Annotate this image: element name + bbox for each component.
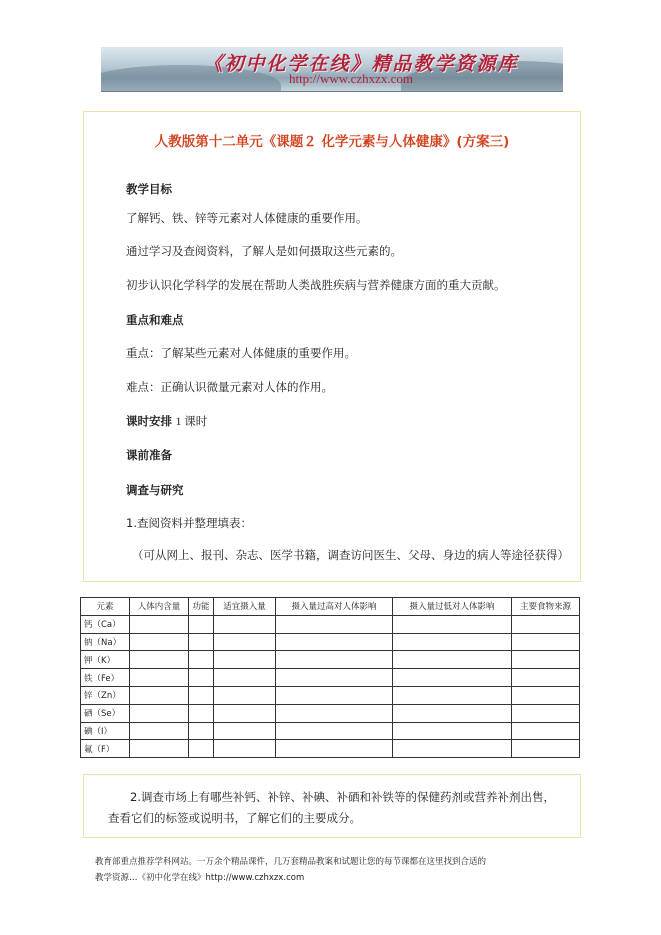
table-header-cell: 摄入量过高对人体影响 <box>276 598 393 616</box>
footer-line-2[interactable]: 教学资源…《初中化学在线》http://www.czhxzx.com <box>95 873 305 883</box>
banner-url[interactable]: http://www.czhxzx.com <box>288 71 414 86</box>
table-row <box>81 686 580 704</box>
heading-key-points: 重点和难点 <box>126 313 184 327</box>
heading-preparation: 课前准备 <box>126 448 172 462</box>
element-name-cell: 氟（F） <box>81 740 130 758</box>
table-row <box>81 633 580 651</box>
market-survey-box <box>83 774 581 838</box>
heading-schedule: 课时安排 <box>126 414 172 428</box>
element-name-cell: 碘（I） <box>81 722 130 740</box>
doc-title: 人教版第十二单元《课题２ 化学元素与人体健康》(方案三) <box>154 134 510 150</box>
schedule-line <box>126 413 207 429</box>
goal-line-2: 通过学习及查阅资料，了解人是如何摄取这些元素的。 <box>126 244 402 258</box>
investigation-line-2: （可从网上、报刊、杂志、医学书籍，调查访问医生、父母、身边的病人等途径获得） <box>132 548 569 562</box>
investigation-line-1: 1.查阅资料并整理填表： <box>126 516 252 530</box>
table-row <box>81 615 580 633</box>
table-header-row <box>81 598 580 616</box>
lesson-plan-box <box>83 111 581 582</box>
table-row <box>81 740 580 758</box>
goal-line-3: 初步认识化学科学的发展在帮助人类战胜疾病与营养健康方面的重大贡献。 <box>126 278 506 292</box>
survey-line-2: 查看它们的标签或说明书，了解它们的主要成分。 <box>108 811 361 825</box>
element-name-cell: 锌（Zn） <box>81 686 130 704</box>
goal-line-1: 了解钙、铁、锌等元素对人体健康的重要作用。 <box>126 211 368 225</box>
table-row <box>81 722 580 740</box>
footer-line-1: 教育部重点推荐学科网站。一万余个精品课件，几万套精品教案和试题让您的每节课都在这里找到合适的 <box>95 857 487 867</box>
element-name-cell: 钾（K） <box>81 651 130 669</box>
element-name-cell: 铁（Fe） <box>81 669 130 687</box>
element-table <box>80 597 580 758</box>
table-header-cell: 摄入量过低对人体影响 <box>393 598 512 616</box>
difficulty-line: 难点：正确认识微量元素对人体的作用。 <box>126 380 333 394</box>
element-name-cell: 钙（Ca） <box>81 615 130 633</box>
schedule-value: 1 课时 <box>175 416 208 428</box>
key-point-line: 重点：了解某些元素对人体健康的重要作用。 <box>126 346 356 360</box>
heading-teaching-goals: 教学目标 <box>126 182 172 196</box>
table-header-cell: 人体内含量 <box>130 598 189 616</box>
banner-title: 《初中化学在线》精品教学资源库 <box>203 53 519 75</box>
table-header-cell: 适宜摄入量 <box>214 598 276 616</box>
table-row <box>81 669 580 687</box>
header-banner <box>101 47 563 92</box>
element-name-cell: 钠（Na） <box>81 633 130 651</box>
table-row <box>81 704 580 722</box>
table-row <box>81 651 580 669</box>
table-header-cell: 元素 <box>81 598 130 616</box>
table-header-cell: 功能 <box>189 598 214 616</box>
element-name-cell: 硒（Se） <box>81 704 130 722</box>
survey-line-1: 2.调查市场上有哪些补钙、补锌、补碘、补硒和补铁等的保健药剂或营养补剂出售， <box>130 790 555 804</box>
heading-investigation: 调查与研究 <box>126 483 184 497</box>
table-header-cell: 主要食物来源 <box>512 598 580 616</box>
